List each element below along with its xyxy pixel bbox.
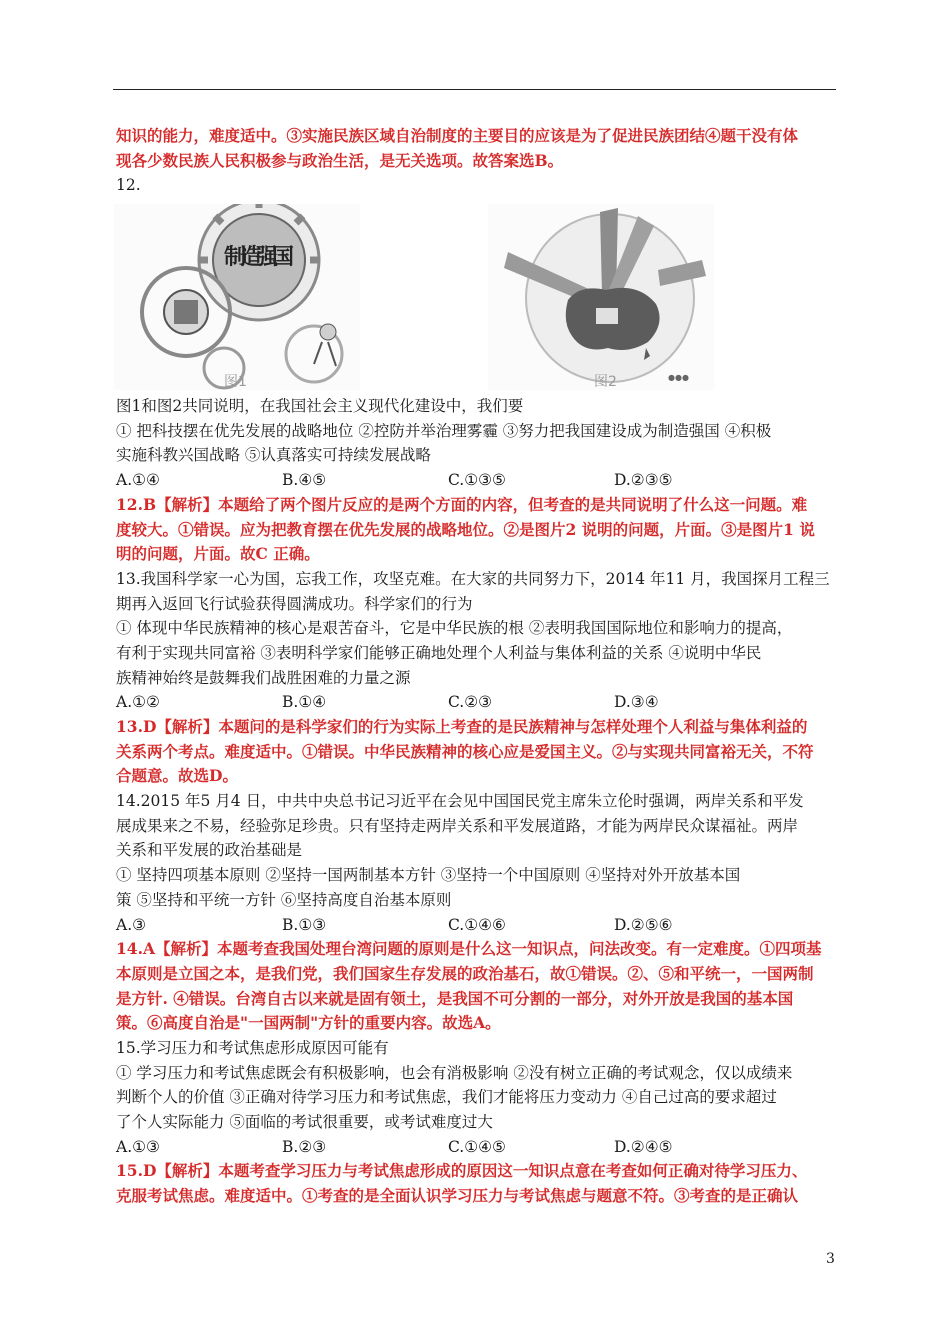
answer-12-text: 12.B【解析】本题给了两个图片反应的是两个方面的内容，但考查的是共同说明了什么这一问题。难 <box>116 494 808 514</box>
question-12-number: 12. <box>116 176 141 195</box>
question-15-items: ① 学习压力和考试焦虑既会有积极影响，也会有消极影响 ②没有树立正确的考试观念，仅以成绩来 <box>116 1063 793 1082</box>
answer-12-text: 度较大。①错误。应为把教育摆在优先发展的战略地位。②是图片2 说明的问题，片面。③是图片1 说 <box>116 519 815 539</box>
answer-14-text: 是方针. ④错误。台湾自古以来就是固有领土，是我国不可分割的一部分，对外开放是我国的基本国 <box>116 988 794 1008</box>
answer-14-text: 策。⑥高度自治是"一国两制"方针的重要内容。故选A。 <box>116 1013 501 1033</box>
figure-2-map-cartoon <box>488 204 714 390</box>
answer-15-text: 克服考试焦虑。难度适中。①考查的是全面认识学习压力与考试焦虑与题意不符。③考查的是正确认 <box>116 1186 799 1206</box>
figure-1-gears-cartoon <box>114 204 360 390</box>
question-14-text: 关系和平发展的政治基础是 <box>116 841 303 860</box>
page-number: 3 <box>826 1251 835 1267</box>
answer-13-text: 关系两个考点。难度适中。①错误。中华民族精神的核心应是爱国主义。②与实现共同富裕无关，不符 <box>116 741 814 761</box>
option-b: B.①④ <box>282 693 327 712</box>
question-13-text: 13.我国科学家一心为国，忘我工作，攻坚克难。在大家的共同努力下，2014 年11 月，我国探月工程三 <box>116 569 830 588</box>
option-a: A.③ <box>116 915 147 934</box>
option-b: B.②③ <box>282 1137 327 1156</box>
question-12-items: ① 把科技摆在优先发展的战略地位 ②控防并举治理雾霾 ③努力把我国建设成为制造强国 ④积极 <box>116 421 772 440</box>
option-d: D.③④ <box>614 693 659 712</box>
option-c: C.①④⑤ <box>448 1137 506 1156</box>
figure-1-sign-text: 制造强国 <box>224 245 294 271</box>
option-d: D.②③⑤ <box>614 471 673 490</box>
option-c: C.①④⑥ <box>448 915 506 934</box>
option-a: A.①② <box>116 693 160 712</box>
question-13-text: 期再入返回飞行试验获得圆满成功。科学家们的行为 <box>116 594 473 613</box>
answer-13-text: 13.D【解析】本题问的是科学家们的行为实际上考查的是民族精神与怎样处理个人利益与集体利益的 <box>116 717 808 736</box>
answer-14-text: 本原则是立国之本，是我们党，我们国家生存发展的政治基石，故①错误。②、⑤和平统一，一国两制 <box>116 963 814 983</box>
question-14-items: ① 坚持四项基本原则 ②坚持一国两制基本方针 ③坚持一个中国原则 ④坚持对外开放基本国 <box>116 866 741 885</box>
header-rule <box>113 89 836 90</box>
question-13-items: 族精神始终是鼓舞我们战胜困难的力量之源 <box>116 668 411 687</box>
answer-11-text: 现各少数民族人民积极参与政治生活，是无关选项。故答案选B。 <box>116 150 564 170</box>
question-12-stem: 图1和图2共同说明，在我国社会主义现代化建设中，我们要 <box>116 397 524 416</box>
question-13-items: 有利于实现共同富裕 ③表明科学家们能够正确地处理个人利益与集体利益的关系 ④说明中华民 <box>116 643 762 662</box>
question-14-text: 展成果来之不易，经验弥足珍贵。只有坚持走两岸关系和平发展道路，才能为两岸民众谋福祉。两岸 <box>116 816 799 835</box>
option-b: B.①③ <box>282 915 327 934</box>
question-15-options <box>116 1135 838 1160</box>
option-a: A.①③ <box>116 1137 160 1156</box>
question-12-figures <box>116 204 838 394</box>
question-12-items: 实施科教兴国战略 ⑤认真落实可持续发展战略 <box>116 446 431 465</box>
option-b: B.④⑤ <box>282 471 327 490</box>
question-14-options <box>116 913 838 938</box>
question-14-text: 14.2015 年5 月4 日，中共中央总书记习近平在会见中国国民党主席朱立伦时强调，两岸关系和平发 <box>116 792 804 811</box>
option-c: C.①③⑤ <box>448 471 506 490</box>
question-13-items: ① 体现中华民族精神的核心是艰苦奋斗，它是中华民族的根 ②表明我国国际地位和影响力的提高， <box>116 619 793 638</box>
option-d: D.②④⑤ <box>614 1137 673 1156</box>
figure-1-caption: 图1 <box>224 374 247 391</box>
question-15-text: 15.学习压力和考试焦虑形成原因可能有 <box>116 1038 389 1057</box>
answer-14-text: 14.A【解析】本题考查我国处理台湾问题的原则是什么这一知识点，问法改变。有一定难度。①四项基 <box>116 939 822 959</box>
question-14-items: 策 ⑤坚持和平统一方针 ⑥坚持高度自治基本原则 <box>116 890 452 909</box>
question-13-options <box>116 690 838 715</box>
answer-13-text: 合题意。故选D。 <box>116 766 238 786</box>
answer-11-text: 知识的能力，难度适中。③实施民族区域自治制度的主要目的应该是为了促进民族团结④题干没有体 <box>116 126 799 145</box>
page-content <box>116 124 838 1209</box>
option-d: D.②⑤⑥ <box>614 915 673 934</box>
question-12-options <box>116 468 838 493</box>
question-15-items: 判断个人的价值 ③正确对待学习压力和考试焦虑，我们才能将压力变动力 ④自己过高的要求超过 <box>116 1088 777 1107</box>
question-15-items: 了个人实际能力 ⑤面临的考试很重要，或考试难度过大 <box>116 1113 493 1131</box>
figure-2-caption: 图2 <box>594 374 617 391</box>
option-a: A.①④ <box>116 471 160 490</box>
answer-12-text: 明的问题，片面。故C 正确。 <box>116 544 320 564</box>
answer-15-text: 15.D【解析】本题考查学习压力与考试焦虑形成的原因这一知识点意在考查如何正确对待学习压力、 <box>116 1161 808 1181</box>
option-c: C.②③ <box>448 693 493 712</box>
svg-text:●●●: ●●● <box>668 373 689 383</box>
